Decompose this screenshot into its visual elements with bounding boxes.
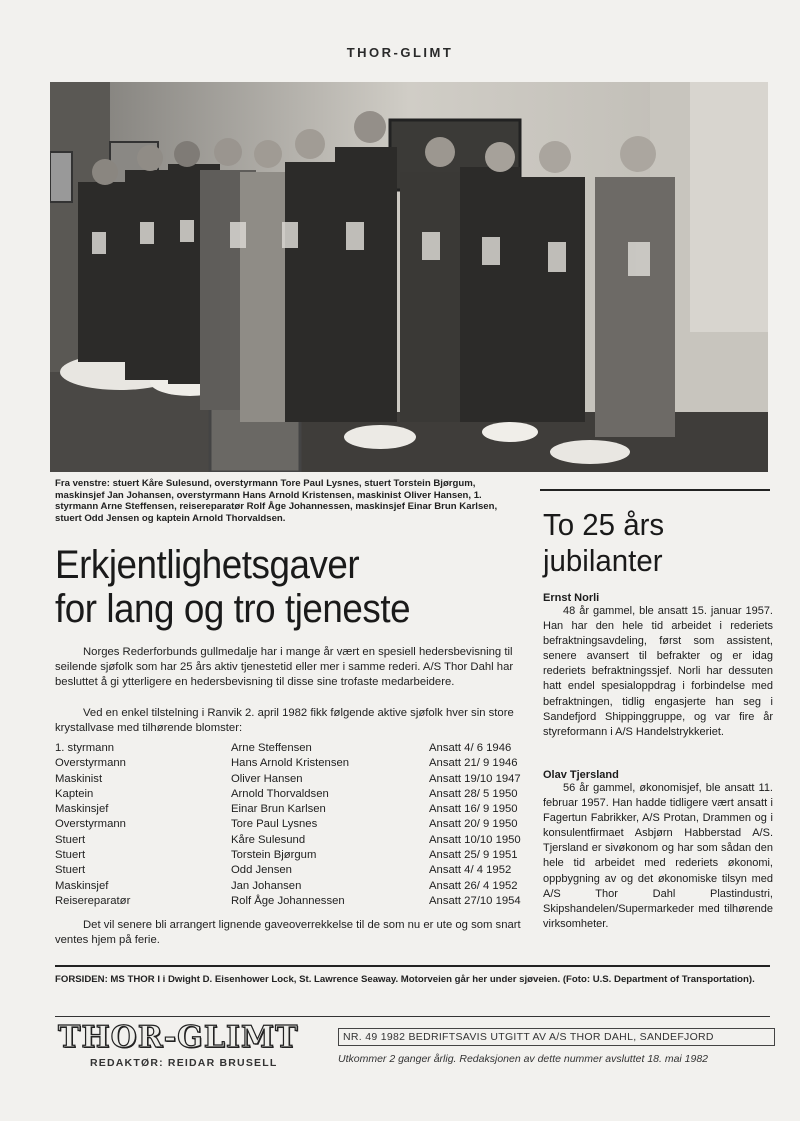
jubilee-headline-line2: jubilanter <box>543 543 663 578</box>
staff-row <box>55 803 535 818</box>
staff-row <box>55 864 535 879</box>
group-photo <box>50 82 768 472</box>
staff-name: Rolf Åge Johannessen <box>231 894 345 907</box>
staff-row <box>55 788 535 803</box>
staff-name: Tore Paul Lysnes <box>231 818 318 831</box>
staff-name: Odd Jensen <box>231 864 292 877</box>
main-headline-line1: Erkjentlighetsgaver <box>55 543 360 587</box>
staff-title: Overstyrmann <box>55 757 126 770</box>
staff-name: Kåre Sulesund <box>231 833 306 846</box>
staff-title: Kaptein <box>55 787 94 800</box>
staff-title: Maskinsjef <box>55 879 109 892</box>
staff-name: Arne Steffensen <box>231 742 312 754</box>
main-headline <box>55 543 497 631</box>
staff-title: Reisereparatør <box>55 894 131 907</box>
staff-row <box>55 895 535 910</box>
staff-hired: Ansatt 19/10 1947 <box>429 772 521 785</box>
jubilee-person1-name: Ernst Norli <box>543 592 600 604</box>
staff-hired: Ansatt 4/ 6 1946 <box>429 742 512 754</box>
staff-hired: Ansatt 28/ 5 1950 <box>429 787 518 800</box>
main-headline-line2: for lang og tro tjeneste <box>55 587 411 631</box>
closing-paragraph: Det vil senere bli arrangert lignende gaveoverrekkelse til de som nu er ute og som snart ventes hjem på ferie. <box>55 919 521 946</box>
staff-row <box>55 818 535 833</box>
issue-info: NR. 49 1982 BEDRIFTSAVIS UTGITT AV A/S THOR DAHL, SANDEFJORD <box>338 1028 775 1046</box>
jubilee-headline-line1: To 25 års <box>543 507 665 542</box>
jubilee-headline <box>543 507 762 579</box>
photo-caption: Fra venstre: stuert Kåre Sulesund, overstyrmann Tore Paul Lysnes, stuert Torstein Bjørgum, maskinsjef Jan Johansen, overstyrmann Hans Arnold Kristensen, maskinist Oliver Hansen, 1. styrmann Arne Steffensen, reisereparatør Rolf Åge Johannessen, maskinsjef Einar Brun Karlsen, stuert Odd Jensen og kaptein Arnold Thorvaldsen. <box>55 478 498 525</box>
staff-name: Torstein Bjørgum <box>231 849 317 862</box>
staff-title: 1. styrmann <box>55 742 115 754</box>
staff-title: Stuert <box>55 849 86 862</box>
staff-hired: Ansatt 25/ 9 1951 <box>429 849 518 862</box>
staff-title: Maskinsjef <box>55 803 109 816</box>
thor-glimt-logo: THOR-GLIMT <box>58 1020 299 1055</box>
masthead-rule <box>55 1016 770 1017</box>
column-rule <box>540 489 770 491</box>
staff-name: Einar Brun Karlsen <box>231 803 326 816</box>
jubilee-person1 <box>543 592 773 740</box>
staff-row <box>55 880 535 895</box>
staff-list <box>55 742 535 910</box>
staff-hired: Ansatt 4/ 4 1952 <box>429 864 512 877</box>
cover-note: FORSIDEN: MS THOR I i Dwight D. Eisenhower Lock, St. Lawrence Seaway. Motorveien går her under sjøveien. (Foto: U.S. Department of Transportation). <box>55 974 755 985</box>
staff-name: Oliver Hansen <box>231 772 303 785</box>
staff-hired: Ansatt 21/ 9 1946 <box>429 757 518 770</box>
page-header-title: THOR-GLIMT <box>346 45 454 60</box>
publication-note: Utkommer 2 ganger årlig. Redaksjonen av dette nummer avsluttet 18. mai 1982 <box>338 1053 709 1065</box>
staff-row <box>55 757 535 772</box>
staff-name: Jan Johansen <box>231 879 302 892</box>
staff-hired: Ansatt 26/ 4 1952 <box>429 879 518 892</box>
jubilee-person2-name: Olav Tjersland <box>543 769 619 781</box>
jubilee-person2 <box>543 769 773 932</box>
staff-hired: Ansatt 16/ 9 1950 <box>429 803 518 816</box>
group-photo-illustration <box>50 82 768 472</box>
jubilee-person1-text: 48 år gammel, ble ansatt 15. januar 1957. Han har den hele tid arbeidet i rederiets befraktningsavdeling, først som assistent, senere avansert til befrakter og er idag rederiets befraktningssjef. Norli har dessuten hatt endel spesialoppdrag i forbindelse med befraktningen, tidlig engasjerte han seg i Sandefjord Shippinggruppe, og var fire år styreformann i A/S Handelstrykkeriet. <box>543 605 773 738</box>
staff-title: Stuert <box>55 864 86 877</box>
staff-name: Hans Arnold Kristensen <box>231 757 350 770</box>
staff-hired: Ansatt 20/ 9 1950 <box>429 818 518 831</box>
staff-hired: Ansatt 27/10 1954 <box>429 894 521 907</box>
staff-row <box>55 834 535 849</box>
ceremony-paragraph: Ved en enkel tilstelning i Ranvik 2. april 1982 fikk følgende aktive sjøfolk hver sin store krystallvase med tilhørende blomster: <box>55 707 514 734</box>
staff-row <box>55 742 535 757</box>
jubilee-person2-text: 56 år gammel, økonomisjef, ble ansatt 11. februar 1957. Han hadde tidligere vært ansatt i Fagertun Fabrikker, A/S Protan, Drammen og i konsulentfirmaet Asbjørn Habberstad A/S. Tjersland er sivøkonom og har som sådan den hele tid arbeidet med rederiets økonomi, oppbygning av og det økonomiske tilsyn med A/S Thor Dahl Plastindustri, Skipshandelen/Supermarkeder med tilhørende virksomheter. <box>543 782 773 930</box>
staff-row <box>55 849 535 864</box>
staff-title: Maskinist <box>55 772 103 785</box>
staff-hired: Ansatt 10/10 1950 <box>429 833 521 846</box>
editor-credit: REDAKTØR: REIDAR BRUSELL <box>90 1057 278 1069</box>
staff-row <box>55 773 535 788</box>
intro-paragraph: Norges Rederforbunds gullmedalje har i mange år vært en spesiell hedersbevisning til seilende sjøfolk som har 25 års aktiv tjenestetid eller mer i samme rederi. A/S Thor Dahl har besluttet å gi ytterligere en hedersbevisning til disse sine trofaste medarbeidere. <box>55 646 514 688</box>
staff-title: Stuert <box>55 833 86 846</box>
footer-rule <box>55 965 770 967</box>
staff-title: Overstyrmann <box>55 818 126 831</box>
staff-name: Arnold Thorvaldsen <box>231 787 329 800</box>
